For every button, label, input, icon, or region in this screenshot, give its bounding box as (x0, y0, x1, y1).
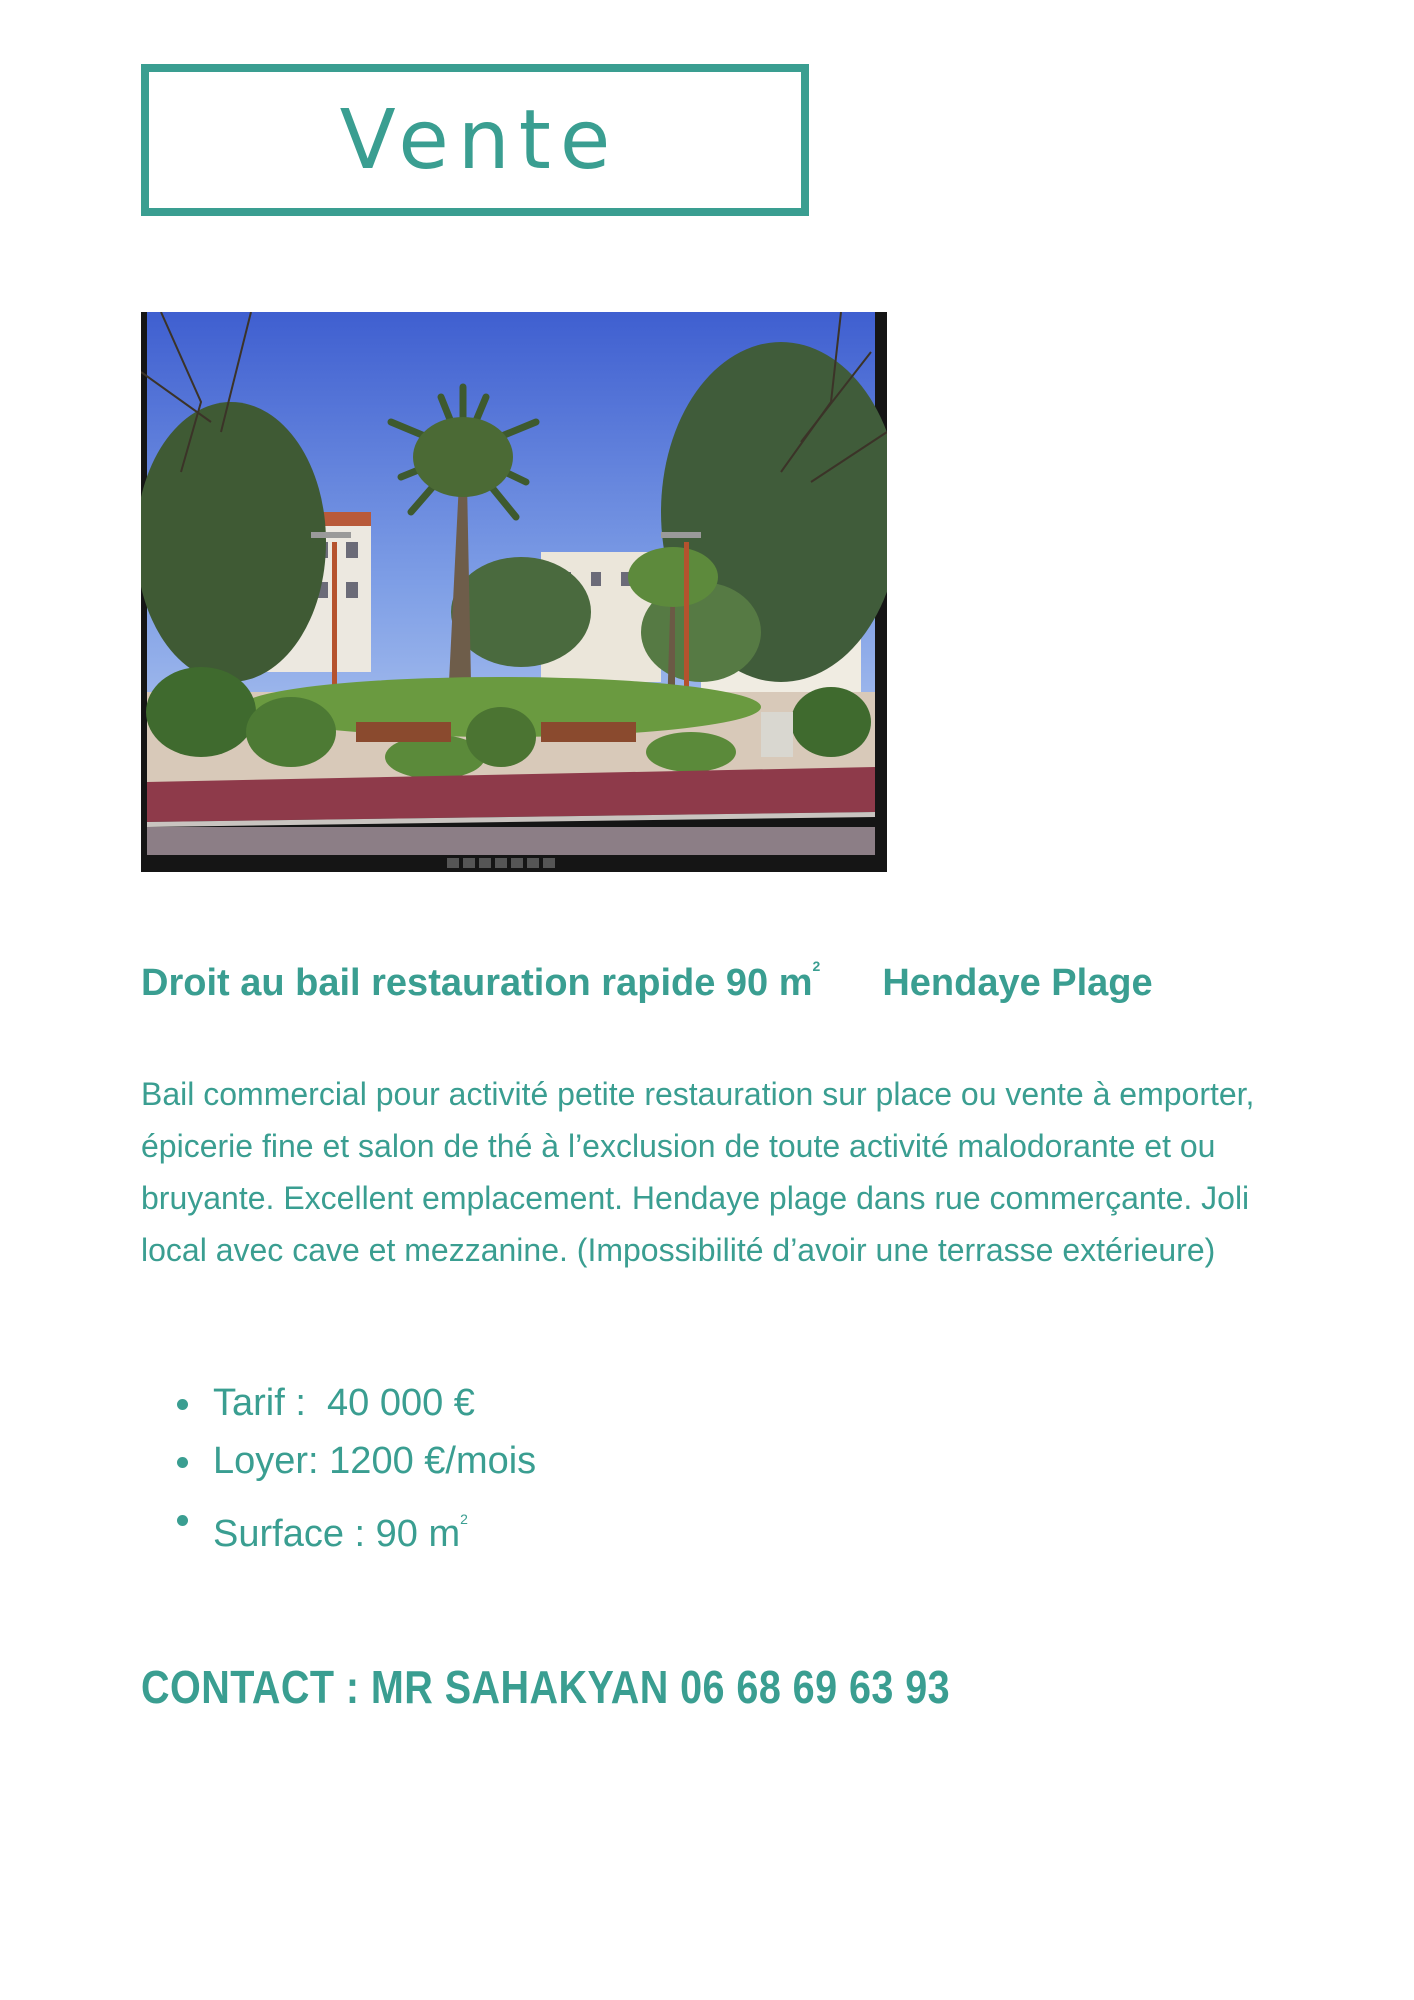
bullet-icon (177, 1457, 188, 1468)
spec-text: Loyer: 1200 €/mois (213, 1440, 537, 1482)
spec-item-loyer (141, 1432, 941, 1490)
title-frame (141, 64, 809, 216)
bullet-icon (177, 1515, 188, 1526)
squared-superscript: 2 (460, 1511, 468, 1527)
spec-text: Surface : 90 m (213, 1513, 461, 1555)
spec-item-surface (141, 1490, 941, 1563)
listing-title (141, 958, 1321, 1005)
listing-title-text: Droit au bail restauration rapide 90 m (141, 962, 813, 1004)
property-photo (141, 312, 887, 872)
spec-item-tarif (141, 1374, 941, 1432)
park-scene-image (141, 312, 887, 872)
spec-text: Tarif : 40 000 € (213, 1382, 475, 1424)
page-title: Vente (339, 92, 620, 188)
spec-list (141, 1374, 941, 1563)
squared-superscript: 2 (812, 958, 821, 974)
listing-description: Bail commercial pour activité petite restauration sur place ou vente à emporter, épicerie fine et salon de thé à l’exclusion de toute activité malodorante et ou bruyante. Excellent emplacement. Hendaye plage dans rue commerçante. Joli local avec cave et mezzanine. (Impossibilité d’avoir une terrasse extérieure) (141, 1076, 1255, 1268)
bullet-icon (177, 1399, 188, 1410)
listing-location: Hendaye Plage (882, 962, 1153, 1004)
contact-line: CONTACT : MR SAHAKYAN 06 68 69 63 93 (141, 1661, 951, 1713)
